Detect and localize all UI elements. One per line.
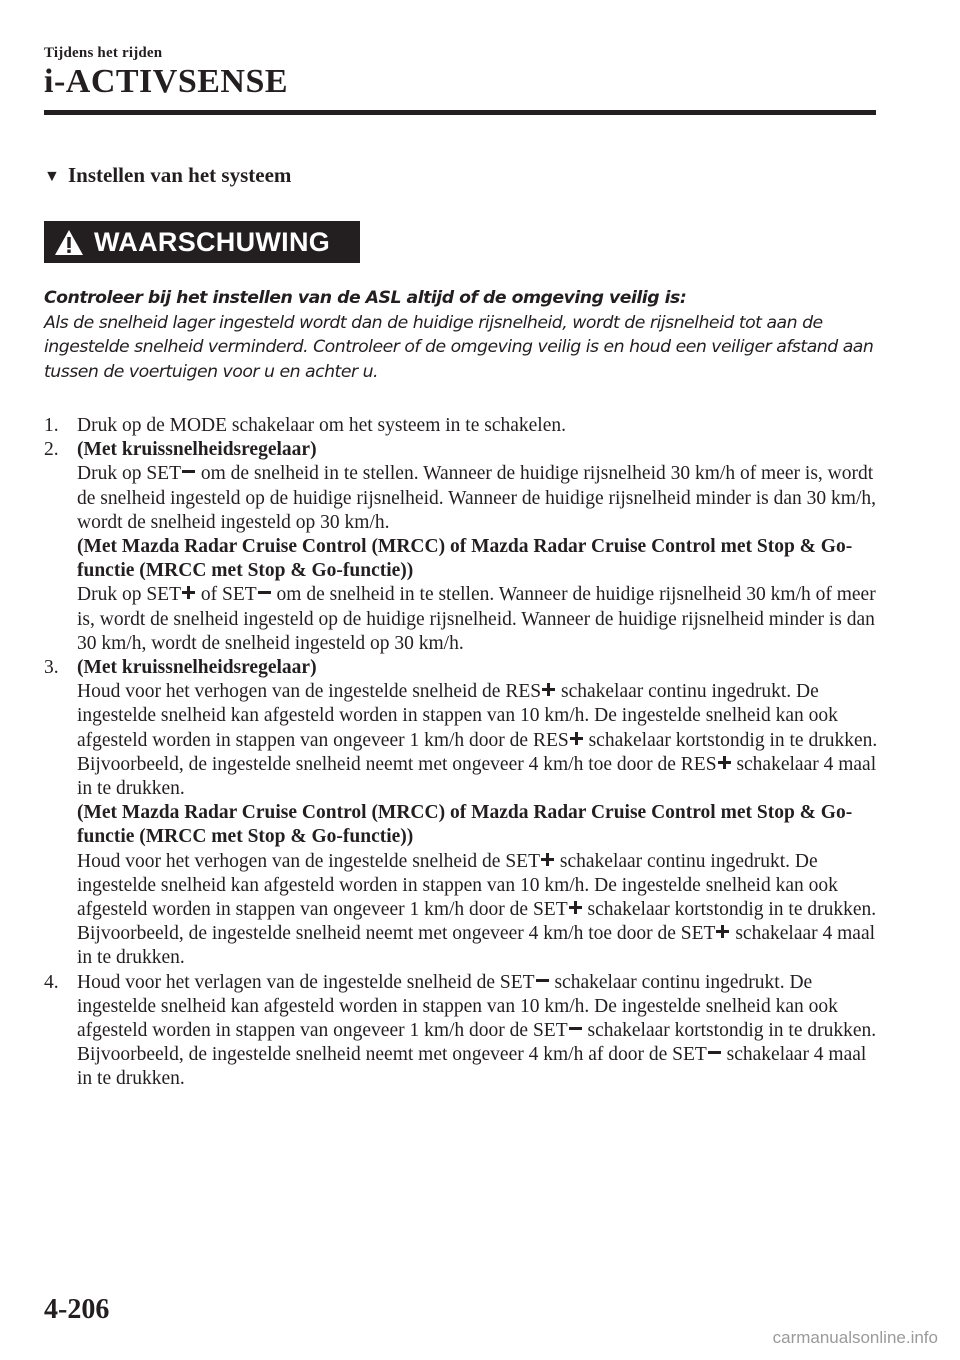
- warning-text: [44, 286, 874, 384]
- section-marker-icon: ▼: [44, 168, 60, 185]
- header-rule: [44, 110, 876, 115]
- warning-label: WAARSCHUWING: [94, 226, 331, 257]
- text-run: Houd voor het verhogen van de ingestelde snelheid de SET: [77, 850, 541, 872]
- warning-banner: [44, 221, 360, 263]
- page-number: 4-206: [44, 1294, 110, 1325]
- minus-icon: [569, 1022, 582, 1035]
- text-run: om de snelheid in te stellen. Wanneer de huidige rijsnelheid 30 km/h of meer is, wordt de snelheid ingesteld op de huidige rijsnelheid. Wanneer de huidige rijsnelheid minder is dan 30 km/h, wordt de snelheid ingesteld op 30 km/h.: [77, 463, 877, 533]
- plus-icon: [541, 853, 554, 866]
- text-run: Houd voor het verhogen van de ingestelde snelheid de RES: [77, 681, 542, 703]
- list-item: [44, 656, 884, 971]
- step-condition-heading: (Met Mazda Radar Cruise Control (MRCC) of Mazda Radar Cruise Control met Stop & Go-functie (MRCC met Stop & Go-functie)): [77, 536, 853, 582]
- minus-icon: [536, 974, 549, 987]
- text-run: om de snelheid in te stellen. Wanneer de huidige rijsnelheid 30 km/h of meer is, wordt de snelheid ingesteld op de huidige rijsnelheid. Wanneer de huidige rijsnelheid minder is dan 30 km/h, wordt de snelheid ingesteld op 30 km/h.: [77, 584, 876, 654]
- plus-icon: [182, 586, 195, 599]
- list-item: [44, 414, 884, 438]
- list-item: [44, 438, 884, 656]
- step-text: Druk op de MODE schakelaar om het systeem in te schakelen.: [77, 415, 566, 436]
- step-paragraph: [77, 680, 884, 801]
- text-run: Druk op SET: [77, 463, 181, 485]
- text-run: schakelaar 4 maal in te drukken.: [77, 753, 877, 800]
- list-item: [44, 971, 884, 1092]
- text-run: schakelaar 4 maal in te drukken.: [77, 923, 876, 969]
- text-run: of SET: [196, 584, 257, 606]
- watermark: carmanualsonline.info: [772, 1328, 938, 1347]
- text-run: Druk op SET: [77, 584, 181, 606]
- plus-icon: [716, 925, 729, 938]
- text-run: schakelaar kortstondig in te drukken. Bijvoorbeeld, de ingestelde snelheid neemt met ongeveer 4 km/h toe door de SET: [77, 899, 877, 945]
- text-run: schakelaar kortstondig in te drukken. Bijvoorbeeld, de ingestelde snelheid neemt met ongeveer 4 km/h toe door de RES: [77, 729, 878, 775]
- plus-icon: [570, 732, 583, 745]
- section-title: Instellen van het systeem: [68, 163, 292, 187]
- step-paragraph: [77, 462, 884, 535]
- warning-body: Als de snelheid lager ingesteld wordt dan de huidige rijsnelheid, wordt de rijsnelheid tot aan de ingestelde snelheid verminderd. Controleer of de omgeving veilig is en houd een veiliger afstand aan tussen de voertuigen voor u en achter u.: [44, 312, 874, 382]
- step-paragraph: [77, 583, 884, 656]
- step-number: 1.: [44, 415, 59, 436]
- breadcrumb: Tijdens het rijden: [44, 45, 163, 61]
- minus-icon: [258, 586, 271, 599]
- step-number: 4.: [44, 971, 59, 993]
- step-number: 2.: [44, 439, 59, 461]
- text-run: Houd voor het verlagen van de ingestelde snelheid de SET: [77, 971, 535, 993]
- minus-icon: [708, 1046, 721, 1059]
- section-heading: [44, 160, 291, 192]
- text-run: schakelaar continu ingedrukt. De ingestelde snelheid kan afgesteld worden in stappen van 10 km/h. De ingestelde snelheid kan ook afgesteld worden in stappen van ongeveer 1 km/h door de SET: [77, 971, 838, 1042]
- plus-icon: [569, 901, 582, 914]
- chapter-title: i-ACTIVSENSE: [44, 63, 289, 100]
- step-number: 3.: [44, 657, 59, 679]
- step-paragraph: [77, 971, 884, 1092]
- minus-icon: [182, 465, 195, 478]
- plus-icon: [718, 756, 731, 769]
- text-run: schakelaar continu ingedrukt. De ingestelde snelheid kan afgesteld worden in stappen van 10 km/h. De ingestelde snelheid kan ook afgesteld worden in stappen van ongeveer 1 km/h door de SET: [77, 850, 838, 921]
- steps-list: [44, 414, 884, 1092]
- warning-triangle-icon: [54, 229, 84, 256]
- text-run: schakelaar continu ingedrukt. De ingestelde snelheid kan afgesteld worden in stappen van 10 km/h. De ingestelde snelheid kan ook afgesteld worden in stappen van ongeveer 1 km/h door de RES: [77, 681, 838, 751]
- step-condition-heading: (Met Mazda Radar Cruise Control (MRCC) of Mazda Radar Cruise Control met Stop & Go-functie (MRCC met Stop & Go-functie)): [77, 802, 853, 848]
- step-condition-heading: (Met kruissnelheidsregelaar): [77, 657, 317, 679]
- text-run: schakelaar 4 maal in te drukken.: [77, 1044, 867, 1090]
- warning-lead: Controleer bij het instellen van de ASL altijd of de omgeving veilig is:: [44, 288, 687, 308]
- text-run: schakelaar kortstondig in te drukken. Bijvoorbeeld, de ingestelde snelheid neemt met ongeveer 4 km/h af door de SET: [77, 1020, 877, 1066]
- step-paragraph: [77, 850, 884, 971]
- step-condition-heading: (Met kruissnelheidsregelaar): [77, 439, 317, 461]
- plus-icon: [542, 683, 555, 696]
